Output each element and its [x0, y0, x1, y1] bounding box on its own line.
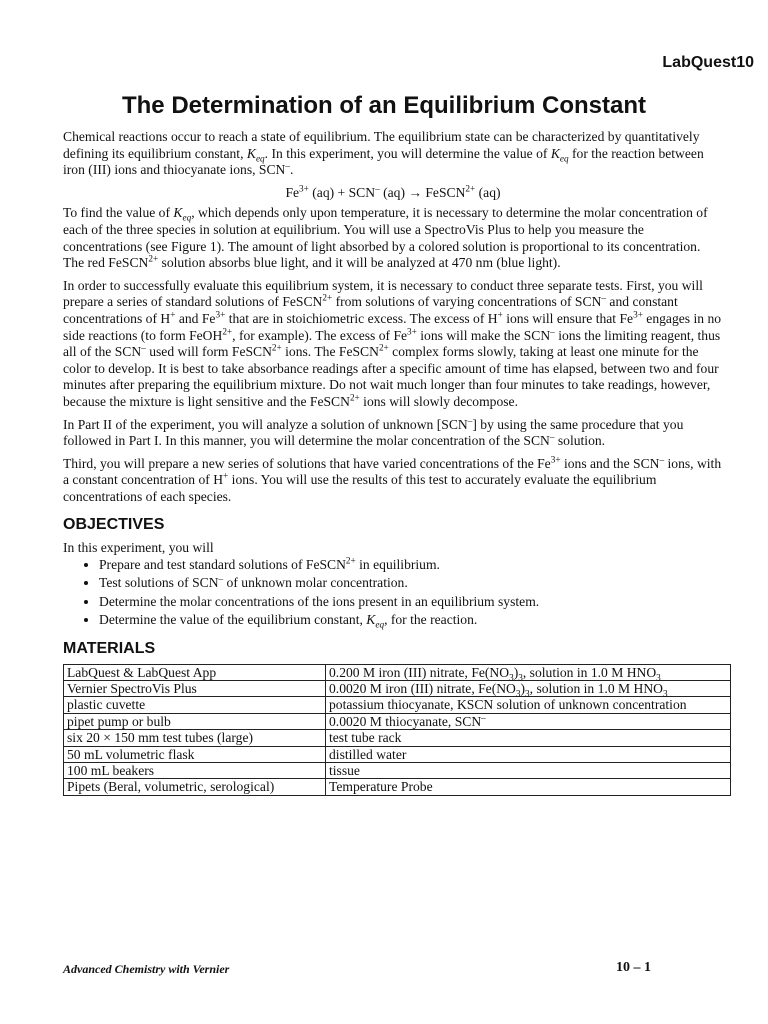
footer-page-number: 10 – 1 — [616, 960, 651, 975]
table-cell: 100 mL beakers — [64, 763, 326, 779]
table-row — [64, 746, 731, 762]
list-item: • Determine the molar concentrations of the ions present in an equilibrium system. — [99, 594, 723, 611]
table-row — [64, 730, 731, 746]
table-row — [64, 763, 731, 779]
reaction-equation: $Fe^{3+}$ (aq) + SCN– (aq) → FeSCN$^{2+}$ (aq) — [285, 183, 501, 200]
table-row — [64, 713, 731, 729]
intro-paragraph: Chemical reactions occur to reach a state of equilibrium. The equilibrium state can be characterized by quantitatively defining its equilibrium constant, $K_{eq}$. In this experiment, you will determine the value of $K_{eq}$ for the reaction between iron (III) ions and thiocyanate ions, SCN–. — [63, 129, 704, 178]
objectives-lead: In this experiment, you will — [63, 540, 214, 556]
list-item: • Determine the value of the equilibrium constant, $K_{eq}$, for the reaction. — [99, 612, 723, 629]
table-cell: potassium thiocyanate, KSCN solution of unknown concentration — [326, 697, 731, 713]
part1-paragraph: In order to successfully evaluate this equilibrium system, it is necessary to conduct three separate tests. First, you will prepare a series of standard solutions of FeSCN$^{2+}$ from solutions of varying concentrations of SCN– and constant concentrations of H+ and $Fe^{3+}$ that are in stoichiometric excess. The excess of H+ ions will ensure that $Fe^{3+}$ engages in no side reactions (to form FeOH$^{2+}$, for example). The excess of $Fe^{3+}$ ions will make the SCN– ions the limiting reagent, thus all of the SCN– used will form FeSCN$^{2+}$ ions. The FeSCN$^{2+}$ complex forms slowly, taking at least one minute for the color to develop. It is best to take absorbance readings after a specific amount of time has elapsed, between two and four minutes after preparing the equilibrium mixture. Do not wait much longer than four minutes to take readings, however, because the mixture is light sensitive and the FeSCN$^{2+}$ ions will slowly decompose. — [63, 277, 722, 409]
method-paragraph: To find the value of $K_{eq}$, which depends only upon temperature, it is necessary to determine the molar concentration of each of the three species in solution at equilibrium. You will use a SpectroVis Plus to help you measure the concentrations (see Figure 1). The amount of light absorbed by a colored solution is proportional to its concentration. The red FeSCN$^{2+}$ solution absorbs blue light, and it will be analyzed at 470 nm (blue light). — [63, 205, 708, 271]
lab-tag: LabQuest10 — [662, 54, 754, 71]
document-body — [63, 129, 723, 796]
table-cell: 0.200 M iron (III) nitrate, $Fe(NO_3)_3$, solution in 1.0 M $HNO_3$ — [326, 664, 731, 680]
objectives-heading: OBJECTIVES — [63, 516, 165, 534]
table-cell: pipet pump or bulb — [64, 713, 326, 729]
table-cell: Vernier SpectroVis Plus — [64, 681, 326, 697]
table-cell: 50 mL volumetric flask — [64, 746, 326, 762]
table-cell: LabQuest & LabQuest App — [64, 664, 326, 680]
table-cell: Temperature Probe — [326, 779, 731, 795]
table-cell: six 20 × 150 mm test tubes (large) — [64, 730, 326, 746]
objectives-list — [63, 557, 723, 629]
materials-heading: MATERIALS — [63, 640, 156, 658]
table-cell: plastic cuvette — [64, 697, 326, 713]
table-row — [64, 779, 731, 795]
table-row — [64, 664, 731, 680]
table-cell: distilled water — [326, 746, 731, 762]
list-item: • Prepare and test standard solutions of FeSCN$^{2+}$ in equilibrium. — [99, 557, 723, 574]
footer-book-title: Advanced Chemistry with Vernier — [63, 962, 230, 976]
materials-table — [63, 664, 731, 796]
part2-paragraph: In Part II of the experiment, you will analyze a solution of unknown [SCN–] by using the same procedure that you followed in Part I. In this manner, you will determine the molar concentration of the SCN– solution. — [63, 414, 684, 449]
part3-paragraph: Third, you will prepare a new series of solutions that have varied concentrations of the $Fe^{3+}$ ions and the SCN– ions, with a constant concentration of H+ ions. You will use the results of this test to accurately evaluate the equilibrium concentrations of each species. — [63, 454, 722, 504]
table-cell: Pipets (Beral, volumetric, serological) — [64, 779, 326, 795]
table-row — [64, 681, 731, 697]
list-item: • Test solutions of SCN– of unknown molar concentration. — [99, 575, 723, 592]
table-row — [64, 697, 731, 713]
table-cell: tissue — [326, 763, 731, 779]
page-title: The Determination of an Equilibrium Constant — [121, 92, 646, 119]
table-cell: 0.0020 M iron (III) nitrate, $Fe(NO_3)_3$, solution in 1.0 M $HNO_3$ — [326, 681, 731, 697]
table-cell: test tube rack — [326, 730, 731, 746]
table-cell: 0.0020 M thiocyanate, SCN– — [326, 713, 731, 729]
